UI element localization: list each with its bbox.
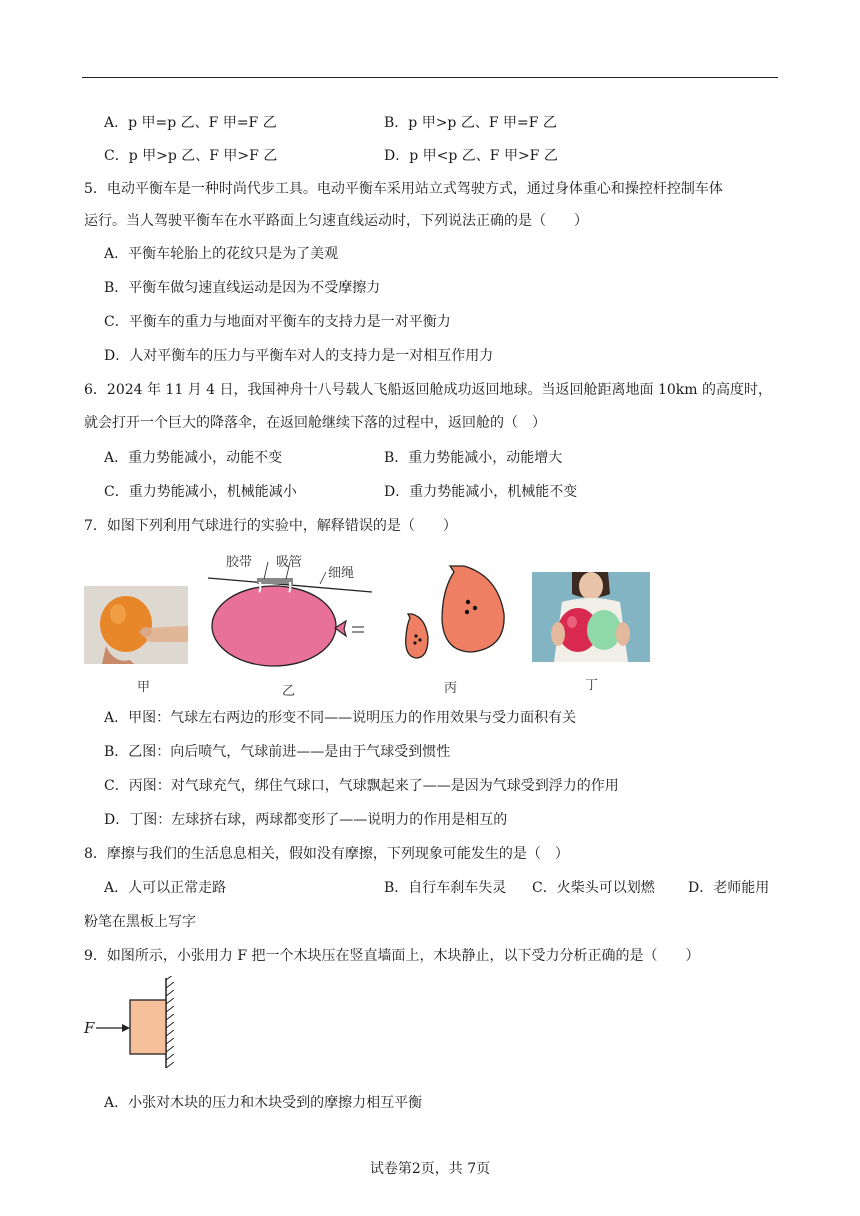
- q5-stem-line2: 运行。当人驾驶平衡车在水平路面上匀速直线运动时，下列说法正确的是（ ）: [84, 213, 588, 229]
- q5-option-d: D．人对平衡车的压力与平衡车对人的支持力是一对相互作用力: [104, 348, 494, 364]
- q6-option-b: B．重力势能减小，动能增大: [384, 450, 563, 466]
- girl-balloons-photo: [532, 572, 650, 662]
- q7-option-b: B．乙图：向后喷气，气球前进——是由于气球受到惯性: [104, 744, 451, 760]
- q7-figure-bing: [398, 562, 510, 664]
- q8-option-c: C．火柴头可以划燃: [532, 880, 655, 896]
- q7-figure-ding: [532, 572, 650, 662]
- q7-figure-jia: [84, 586, 188, 664]
- q7-stem: 7．如图下列利用气球进行的实验中，解释错误的是（ ）: [84, 518, 457, 534]
- q6-option-d: D．重力势能减小，机械能不变: [384, 484, 578, 500]
- q7-option-c: C．丙图：对气球充气，绑住气球口，气球飘起来了——是因为气球受到浮力的作用: [104, 778, 619, 794]
- q8-option-d-continued: 粉笔在黑板上写字: [84, 914, 196, 930]
- q5-option-b: B．平衡车做匀速直线运动是因为不受摩擦力: [104, 280, 381, 296]
- q6-stem-line1: 6．2024 年 11 月 4 日，我国神舟十八号载人飞船返回舱成功返回地球。当返回舱距离地面 10km 的高度时，: [84, 382, 772, 398]
- q5-option-a: A．平衡车轮胎上的花纹只是为了美观: [104, 246, 339, 262]
- q9-option-a: A．小张对木块的压力和木块受到的摩擦力相互平衡: [104, 1095, 423, 1111]
- balloon-finger-photo: [84, 586, 188, 664]
- q7-option-a: A．甲图：气球左右两边的形变不同——说明压力的作用效果与受力面积有关: [104, 710, 577, 726]
- label-string: 细绳: [328, 566, 355, 581]
- caption-bing: 丙: [444, 681, 458, 696]
- force-label-f: F: [84, 1019, 95, 1037]
- q8-option-b: B．自行车刹车失灵: [384, 880, 507, 896]
- q5-stem-line1: 5．电动平衡车是一种时尚代步工具。电动平衡车采用站立式驾驶方式，通过身体重心和操控杆控制车体: [84, 181, 723, 197]
- q6-option-c: C．重力势能减小，机械能减小: [104, 484, 297, 500]
- label-tape: 胶带: [226, 555, 253, 570]
- q8-stem: 8．摩擦与我们的生活息息相关，假如没有摩擦，下列现象可能发生的是（ ）: [84, 846, 569, 862]
- q6-option-a: A．重力势能减小，动能不变: [104, 450, 283, 466]
- header-rule: [82, 77, 778, 78]
- q7-option-d: D．丁图：左球挤右球，两球都变形了——说明力的作用是相互的: [104, 812, 508, 828]
- q8-option-a: A．人可以正常走路: [104, 880, 227, 896]
- q4-option-d: D．p 甲<p 乙、F 甲>F 乙: [384, 148, 558, 164]
- q4-option-a: A．p 甲=p 乙、F 甲=F 乙: [104, 115, 277, 131]
- q8-option-d: D．老师能用: [688, 880, 770, 896]
- q9-block-wall-diagram: [80, 976, 180, 1070]
- q6-stem-line2: 就会打开一个巨大的降落伞，在返回舱继续下落的过程中，返回舱的（ ）: [84, 415, 546, 431]
- q9-stem: 9．如图所示，小张用力 F 把一个木块压在竖直墙面上，木块静止，以下受力分析正确的是（ ）: [84, 948, 700, 964]
- q4-option-b: B．p 甲>p 乙、F 甲=F 乙: [384, 115, 557, 131]
- page-footer: 试卷第2页，共 7页: [369, 1161, 491, 1177]
- caption-ding: 丁: [585, 678, 599, 693]
- q4-option-c: C．p 甲>p 乙、F 甲>F 乙: [104, 148, 278, 164]
- q5-option-c: C．平衡车的重力与地面对平衡车的支持力是一对平衡力: [104, 314, 451, 330]
- caption-yi: 乙: [282, 684, 296, 699]
- label-straw: 吸管: [276, 555, 303, 570]
- caption-jia: 甲: [137, 680, 151, 695]
